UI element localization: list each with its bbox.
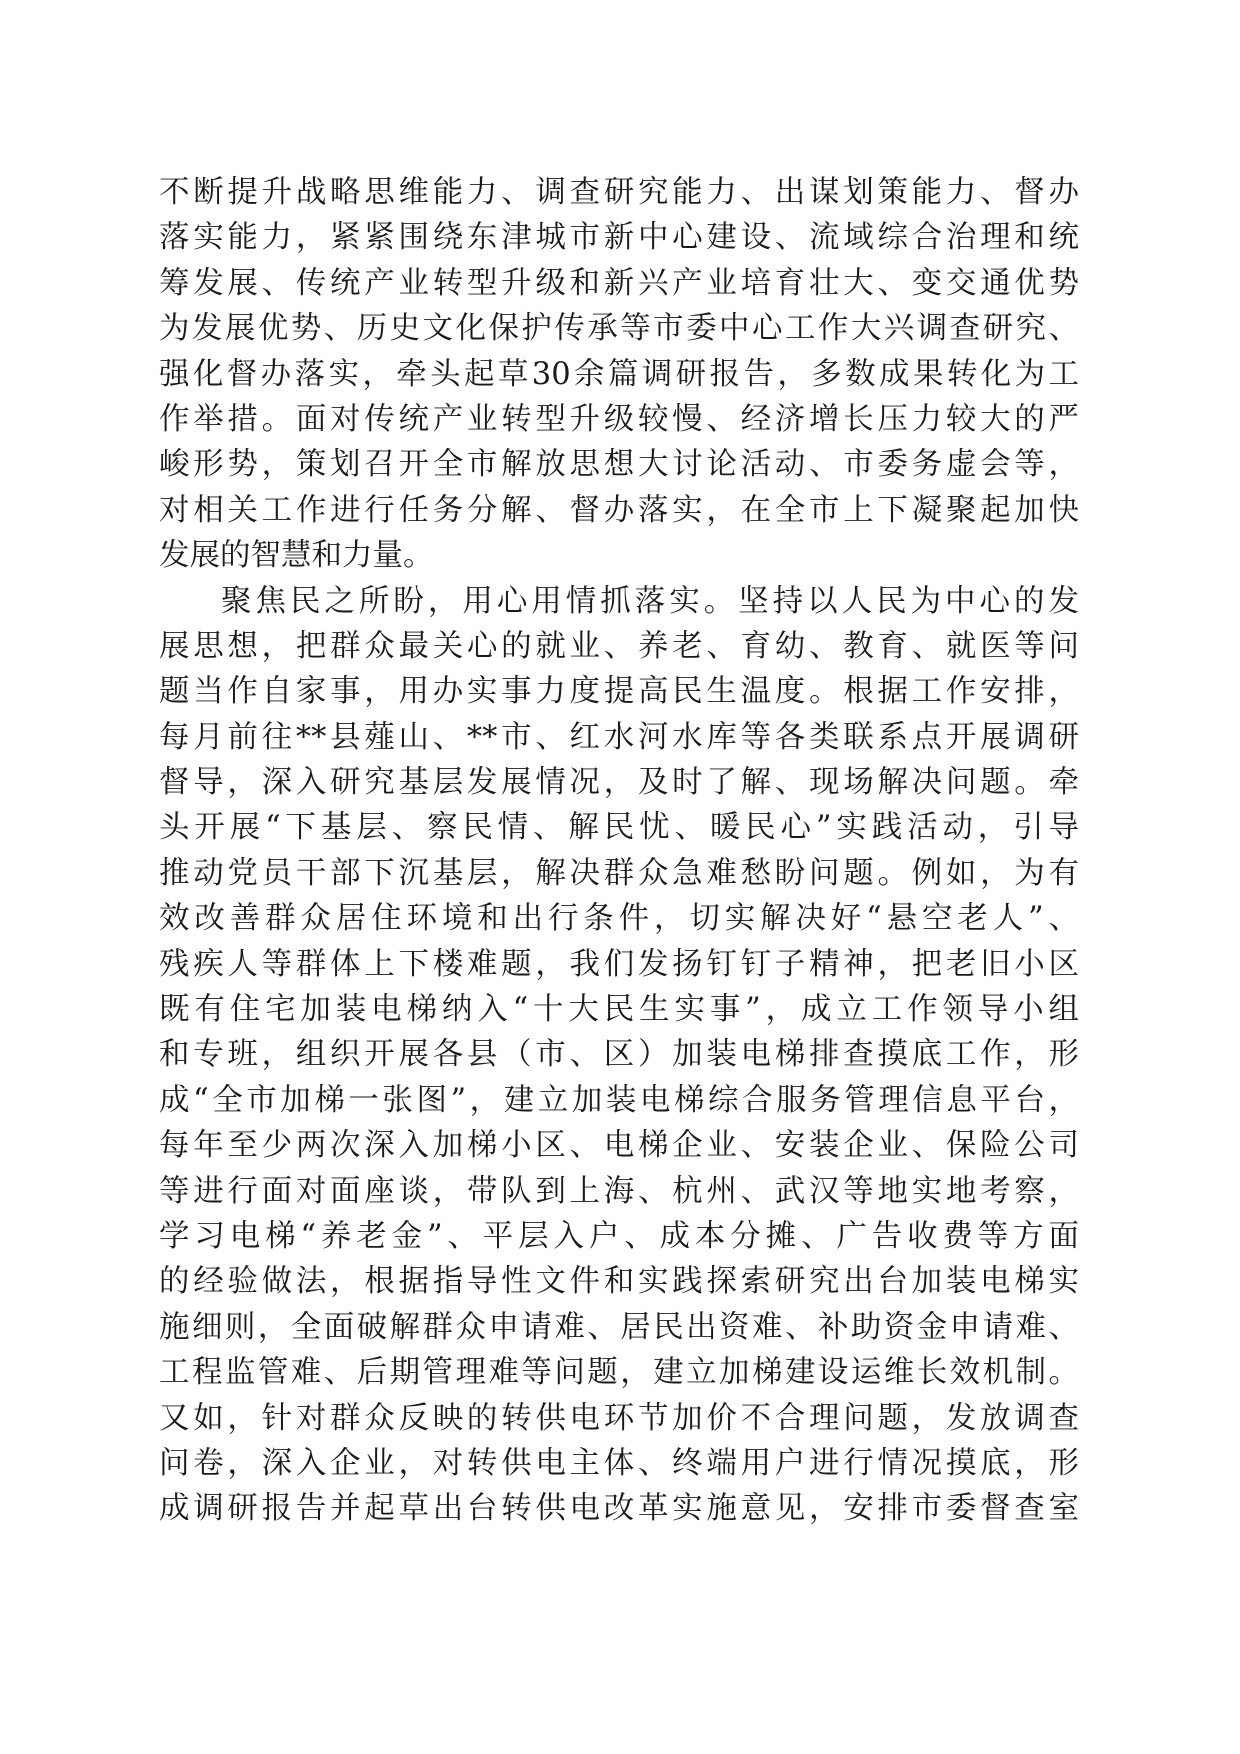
text-line: 头开展“下基层、察民情、解民忧、暖民心”实践活动，引导 xyxy=(159,810,1079,846)
text-line: 推动党员干部下沉基层，解决群众急难愁盼问题。例如，为有 xyxy=(159,855,1079,891)
text-line: 筹发展、传统产业转型升级和新兴产业培育壮大、变交通优势 xyxy=(159,265,1079,301)
text-line: 学习电梯“养老金”、平层入户、成本分摊、广告收费等方面 xyxy=(159,1218,1079,1254)
text-line: 作举措。面对传统产业转型升级较慢、经济增长压力较大的严 xyxy=(159,401,1079,437)
text-line: 效改善群众居住环境和出行条件，切实解决好“悬空老人”、 xyxy=(159,901,1079,937)
text-line: 强化督办落实，牵头起草30余篇调研报告，多数成果转化为工 xyxy=(159,356,1079,392)
text-line: 成调研报告并起草出台转供电改革实施意见，安排市委督查室 xyxy=(159,1491,1079,1527)
text-line: 每年至少两次深入加梯小区、电梯企业、安装企业、保险公司 xyxy=(159,1128,1079,1164)
text-line: 为发展优势、历史文化保护传承等市委中心工作大兴调查研究、 xyxy=(159,311,1079,347)
text-line: 成“全市加梯一张图”，建立加装电梯综合服务管理信息平台， xyxy=(159,1082,1079,1118)
text-line: 工程监管难、后期管理难等问题，建立加梯建设运维长效机制。 xyxy=(159,1355,1079,1391)
text-line: 问卷，深入企业，对转供电主体、终端用户进行情况摸底，形 xyxy=(159,1445,1079,1481)
text-line: 残疾人等群体上下楼难题，我们发扬钉钉子精神，把老旧小区 xyxy=(159,946,1079,982)
text-line: 督导，深入研究基层发展情况，及时了解、现场解决问题。牵 xyxy=(159,765,1079,801)
text-line: 展思想，把群众最关心的就业、养老、育幼、教育、就医等问 xyxy=(159,628,1079,664)
text-line: 对相关工作进行任务分解、督办落实，在全市上下凝聚起加快 xyxy=(159,492,1079,528)
paragraph-first-line: 聚焦民之所盼，用心用情抓落实。坚持以人民为中心的发 xyxy=(221,583,1079,619)
text-line: 等进行面对面座谈，带队到上海、杭州、武汉等地实地考察， xyxy=(159,1173,1079,1209)
text-line: 每月前往**县薤山、**市、红水河水库等各类联系点开展调研 xyxy=(159,719,1079,755)
text-line: 又如，针对群众反映的转供电环节加价不合理问题，发放调查 xyxy=(159,1400,1079,1436)
text-line: 峻形势，策划召开全市解放思想大讨论活动、市委务虚会等， xyxy=(159,447,1079,483)
body-text xyxy=(159,170,1079,1532)
text-line: 和专班，组织开展各县（市、区）加装电梯排查摸底工作，形 xyxy=(159,1037,1079,1073)
text-line: 题当作自家事，用办实事力度提高民生温度。根据工作安排， xyxy=(159,674,1079,710)
text-line: 既有住宅加装电梯纳入“十大民生实事”，成立工作领导小组 xyxy=(159,992,1079,1028)
text-line: 发展的智慧和力量。 xyxy=(159,538,434,574)
text-line: 的经验做法，根据指导性文件和实践探索研究出台加装电梯实 xyxy=(159,1264,1079,1300)
text-line: 落实能力，紧紧围绕东津城市新中心建设、流域综合治理和统 xyxy=(159,220,1079,256)
text-line: 不断提升战略思维能力、调查研究能力、出谋划策能力、督办 xyxy=(159,175,1079,210)
text-line: 施细则，全面破解群众申请难、居民出资难、补助资金申请难、 xyxy=(159,1309,1079,1345)
